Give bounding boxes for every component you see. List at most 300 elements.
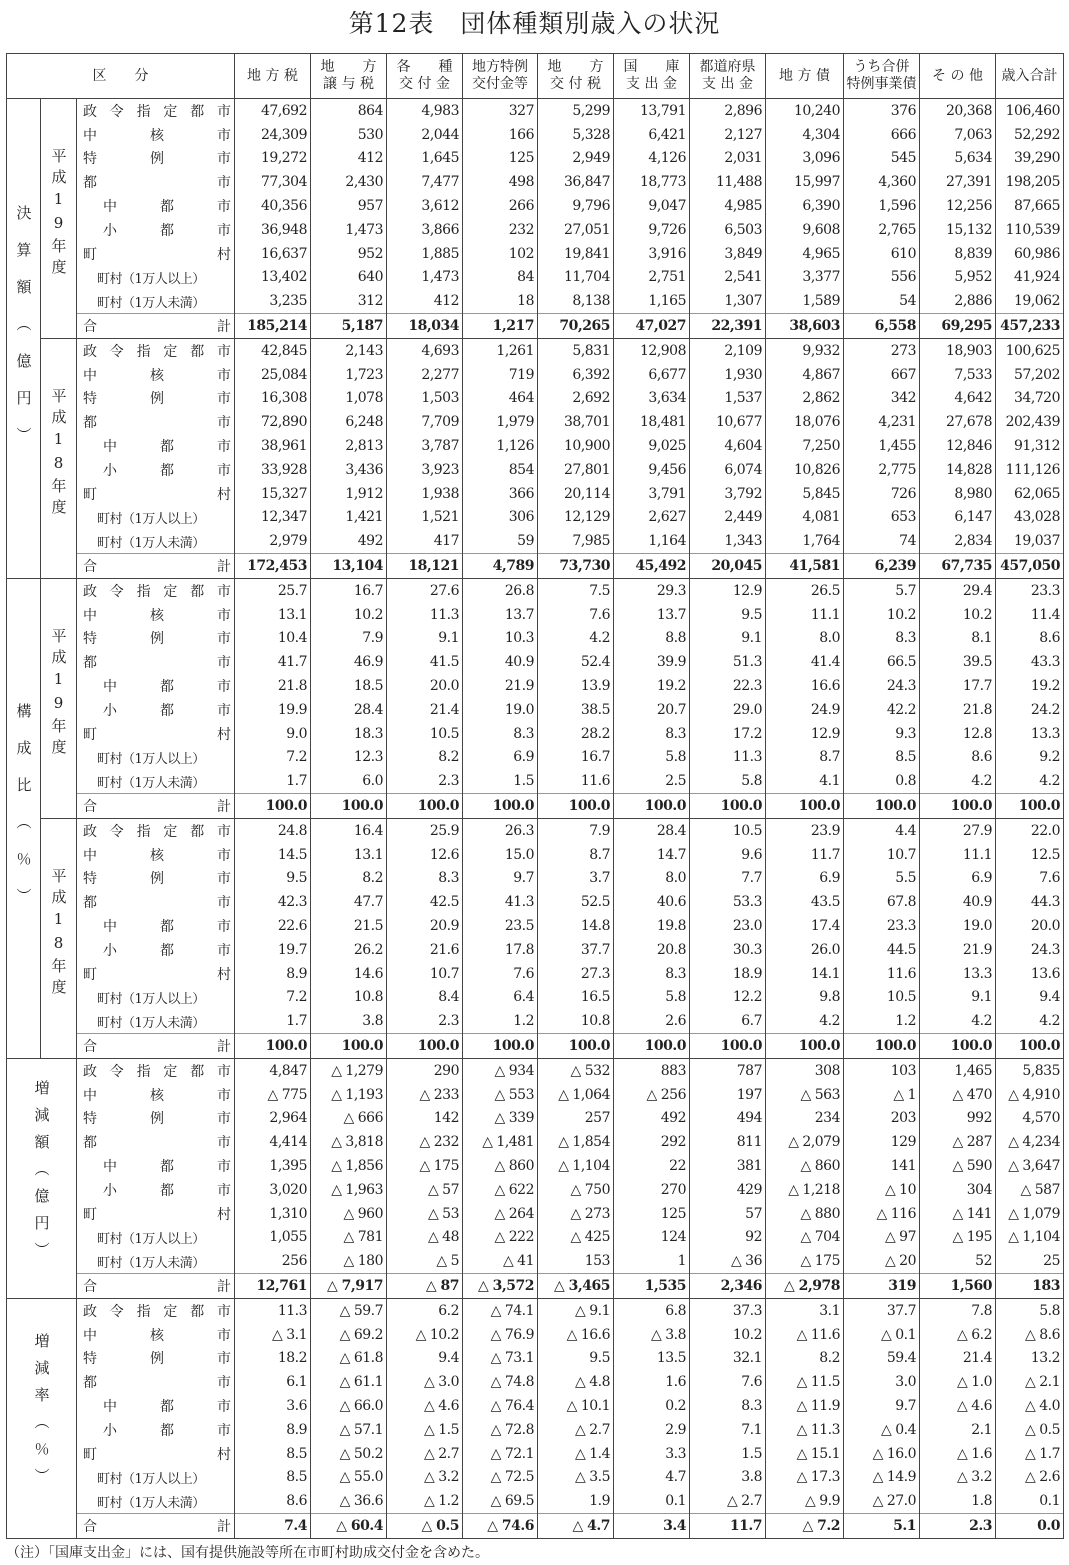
- table-row: [7, 698, 1064, 722]
- table-row: [7, 769, 1064, 793]
- table-cell: 73,730: [538, 554, 614, 579]
- table-cell: △ 11.6: [766, 1323, 844, 1347]
- table-row: [7, 938, 1064, 962]
- table-cell: 37.7: [844, 1298, 920, 1322]
- table-cell: 15,997: [766, 170, 844, 194]
- row-label: 合計: [77, 314, 235, 339]
- table-cell: 366: [463, 482, 538, 506]
- table-row: [7, 458, 1064, 482]
- table-cell: 100.0: [538, 794, 614, 819]
- table-cell: 4,570: [996, 1106, 1064, 1130]
- table-cell: 38,701: [538, 410, 614, 434]
- table-cell: 5.5: [844, 867, 920, 891]
- table-cell: 2,346: [690, 1274, 766, 1299]
- table-cell: 17.4: [766, 914, 844, 938]
- table-row: [7, 1418, 1064, 1442]
- table-cell: 16.4: [311, 818, 387, 842]
- table-cell: 100.0: [463, 794, 538, 819]
- table-cell: 10.5: [690, 818, 766, 842]
- column-header: 地方特例 交付金等: [463, 54, 538, 99]
- table-cell: 4,604: [690, 434, 766, 458]
- table-cell: 100.0: [387, 794, 463, 819]
- table-cell: 14.6: [311, 962, 387, 986]
- table-cell: △ 860: [766, 1154, 844, 1178]
- table-cell: 9.8: [766, 985, 844, 1009]
- table-cell: 0.0: [996, 1514, 1064, 1539]
- section-label: 増減率（％）: [7, 1298, 77, 1538]
- table-cell: 53.3: [690, 890, 766, 914]
- table-row: [7, 242, 1064, 266]
- table-row: [7, 1083, 1064, 1107]
- table-cell: △ 1,481: [463, 1130, 538, 1154]
- table-row: [7, 1130, 1064, 1154]
- table-cell: △ 76.4: [463, 1394, 538, 1418]
- table-cell: 100.0: [463, 1034, 538, 1059]
- table-cell: 1.8: [920, 1489, 996, 1513]
- year-label: 平成18年度: [41, 338, 77, 578]
- row-label: 政令指定都市: [77, 99, 235, 123]
- table-cell: 16.6: [766, 674, 844, 698]
- table-cell: 198,205: [996, 170, 1064, 194]
- section-label: 決算額（億円）: [7, 99, 41, 579]
- table-row: [7, 434, 1064, 458]
- table-cell: 6.2: [387, 1298, 463, 1322]
- row-label: 町村（1万人以上）: [77, 506, 235, 530]
- table-cell: 6,147: [920, 506, 996, 530]
- table-cell: 304: [920, 1178, 996, 1202]
- table-cell: △ 273: [538, 1202, 614, 1226]
- table-cell: 3,436: [311, 458, 387, 482]
- section-label: 構成比（％）: [7, 578, 41, 1058]
- table-cell: 66.5: [844, 650, 920, 674]
- table-cell: 457,050: [996, 554, 1064, 579]
- table-cell: 2,964: [235, 1106, 311, 1130]
- table-cell: 197: [690, 1083, 766, 1107]
- table-cell: 1,421: [311, 506, 387, 530]
- table-cell: △ 69.5: [463, 1489, 538, 1513]
- table-cell: 7,985: [538, 529, 614, 553]
- table-cell: 8.6: [996, 627, 1064, 651]
- total-row: [7, 1514, 1064, 1539]
- table-cell: 457,233: [996, 314, 1064, 339]
- table-cell: 10.2: [844, 603, 920, 627]
- column-header: 歳入合計: [996, 54, 1064, 99]
- table-cell: 19.0: [920, 914, 996, 938]
- table-cell: 26.2: [311, 938, 387, 962]
- table-cell: △ 2.6: [996, 1465, 1064, 1489]
- table-cell: 417: [387, 529, 463, 553]
- table-cell: 22.0: [996, 818, 1064, 842]
- table-cell: 40.9: [920, 890, 996, 914]
- table-cell: 23.0: [690, 914, 766, 938]
- table-cell: 5.8: [996, 1298, 1064, 1322]
- table-cell: 327: [463, 99, 538, 123]
- table-cell: △ 3,818: [311, 1130, 387, 1154]
- row-label: 町村（1万人以上）: [77, 1465, 235, 1489]
- table-cell: 100.0: [996, 1034, 1064, 1059]
- table-cell: 125: [463, 147, 538, 171]
- table-row: [7, 1009, 1064, 1033]
- table-cell: 292: [614, 1130, 690, 1154]
- table-cell: △ 1: [844, 1083, 920, 1107]
- table-cell: 100.0: [844, 794, 920, 819]
- table-cell: 16,637: [235, 242, 311, 266]
- table-cell: △ 4.8: [538, 1370, 614, 1394]
- table-cell: 7.6: [690, 1370, 766, 1394]
- table-cell: △ 587: [996, 1178, 1064, 1202]
- table-cell: 957: [311, 194, 387, 218]
- table-cell: 854: [463, 458, 538, 482]
- table-cell: 57,202: [996, 363, 1064, 387]
- table-cell: 4,867: [766, 363, 844, 387]
- table-cell: 11.3: [235, 1298, 311, 1322]
- table-cell: 1,126: [463, 434, 538, 458]
- table-cell: 27,801: [538, 458, 614, 482]
- table-cell: △ 1,079: [996, 1202, 1064, 1226]
- row-label: 町村（1万人未満）: [77, 289, 235, 313]
- table-cell: 26.5: [766, 578, 844, 602]
- column-header: 都道府県 支 出 金: [690, 54, 766, 99]
- table-cell: △ 1,104: [538, 1154, 614, 1178]
- table-cell: △ 3,647: [996, 1154, 1064, 1178]
- table-cell: △ 233: [387, 1083, 463, 1107]
- table-cell: △ 3,572: [463, 1274, 538, 1299]
- table-cell: 4,985: [690, 194, 766, 218]
- table-cell: 3,020: [235, 1178, 311, 1202]
- row-label: 町村（1万人未満）: [77, 1009, 235, 1033]
- row-label: 合計: [77, 794, 235, 819]
- table-cell: △ 141: [920, 1202, 996, 1226]
- table-cell: 2,449: [690, 506, 766, 530]
- table-cell: 28.2: [538, 722, 614, 746]
- table-cell: 6,558: [844, 314, 920, 339]
- table-cell: 124: [614, 1225, 690, 1249]
- table-cell: 9.5: [538, 1346, 614, 1370]
- table-cell: 59.4: [844, 1346, 920, 1370]
- table-cell: 6,248: [311, 410, 387, 434]
- table-cell: 3,849: [690, 242, 766, 266]
- row-label: 都市: [77, 170, 235, 194]
- table-row: [7, 843, 1064, 867]
- table-cell: 11.6: [844, 962, 920, 986]
- table-cell: 4,789: [463, 554, 538, 579]
- table-cell: 11.1: [766, 603, 844, 627]
- table-cell: △ 97: [844, 1225, 920, 1249]
- row-label: 政令指定都市: [77, 338, 235, 362]
- table-cell: △ 860: [463, 1154, 538, 1178]
- table-cell: 2.5: [614, 769, 690, 793]
- table-cell: 27,678: [920, 410, 996, 434]
- table-cell: △ 0.1: [844, 1323, 920, 1347]
- row-label: 中都市: [77, 914, 235, 938]
- table-cell: 100.0: [920, 794, 996, 819]
- table-row: [7, 746, 1064, 770]
- table-cell: 18,773: [614, 170, 690, 194]
- table-cell: △ 2.7: [690, 1489, 766, 1513]
- table-cell: △ 5: [387, 1249, 463, 1273]
- table-cell: 412: [387, 289, 463, 313]
- table-cell: 11.7: [766, 843, 844, 867]
- row-label: 小都市: [77, 218, 235, 242]
- table-cell: 27.6: [387, 578, 463, 602]
- table-cell: 172,453: [235, 554, 311, 579]
- table-cell: 1.7: [235, 1009, 311, 1033]
- table-cell: 29.4: [920, 578, 996, 602]
- table-cell: 811: [690, 1130, 766, 1154]
- table-cell: △ 287: [920, 1130, 996, 1154]
- table-cell: 9.6: [690, 843, 766, 867]
- table-cell: 24.8: [235, 818, 311, 842]
- table-cell: 9.5: [235, 867, 311, 891]
- table-cell: 24,309: [235, 123, 311, 147]
- table-cell: △ 222: [463, 1225, 538, 1249]
- table-cell: 11.4: [996, 603, 1064, 627]
- table-row: [7, 1394, 1064, 1418]
- table-cell: △ 1.4: [538, 1442, 614, 1466]
- table-cell: 5,634: [920, 147, 996, 171]
- table-cell: △ 74.1: [463, 1298, 538, 1322]
- table-cell: △ 1,193: [311, 1083, 387, 1107]
- row-label: 町村: [77, 482, 235, 506]
- table-cell: 17.2: [690, 722, 766, 746]
- table-cell: 41.3: [463, 890, 538, 914]
- table-cell: △ 666: [311, 1106, 387, 1130]
- table-cell: 1,343: [690, 529, 766, 553]
- table-cell: 312: [311, 289, 387, 313]
- table-cell: △ 11.5: [766, 1370, 844, 1394]
- table-cell: 100.0: [235, 1034, 311, 1059]
- table-cell: 1.9: [538, 1489, 614, 1513]
- table-cell: 67.8: [844, 890, 920, 914]
- row-label: 中都市: [77, 1394, 235, 1418]
- table-row: [7, 1442, 1064, 1466]
- table-cell: 2,430: [311, 170, 387, 194]
- table-cell: 25,084: [235, 363, 311, 387]
- table-cell: 1,930: [690, 363, 766, 387]
- table-cell: 41.5: [387, 650, 463, 674]
- table-cell: 14,828: [920, 458, 996, 482]
- table-cell: 2.6: [614, 1009, 690, 1033]
- table-cell: 20.9: [387, 914, 463, 938]
- row-label: 中核市: [77, 1323, 235, 1347]
- table-cell: 8.9: [235, 1418, 311, 1442]
- table-cell: 342: [844, 387, 920, 411]
- table-cell: △ 0.4: [844, 1418, 920, 1442]
- column-header: 地 方 税: [235, 54, 311, 99]
- table-cell: 12,761: [235, 1274, 311, 1299]
- row-label: 小都市: [77, 1418, 235, 1442]
- table-cell: 11.3: [387, 603, 463, 627]
- table-row: [7, 99, 1064, 123]
- table-cell: 13.7: [614, 603, 690, 627]
- row-label: 町村: [77, 722, 235, 746]
- column-header: そ の 他: [920, 54, 996, 99]
- table-row: [7, 482, 1064, 506]
- table-cell: 100.0: [538, 1034, 614, 1059]
- table-cell: 1,912: [311, 482, 387, 506]
- table-cell: 4,304: [766, 123, 844, 147]
- table-cell: 27.9: [920, 818, 996, 842]
- table-cell: 13.3: [920, 962, 996, 986]
- table-cell: 10.7: [844, 843, 920, 867]
- table-row: [7, 506, 1064, 530]
- table-cell: 100.0: [996, 794, 1064, 819]
- table-cell: 10.5: [844, 985, 920, 1009]
- table-cell: 2,127: [690, 123, 766, 147]
- table-cell: 20.7: [614, 698, 690, 722]
- table-cell: △ 3.5: [538, 1465, 614, 1489]
- table-cell: 7.6: [538, 603, 614, 627]
- table-row: [7, 1106, 1064, 1130]
- table-cell: 22: [614, 1154, 690, 1178]
- table-cell: 6.7: [690, 1009, 766, 1033]
- table-cell: 1.2: [463, 1009, 538, 1033]
- table-cell: 13,402: [235, 266, 311, 290]
- table-cell: 4.7: [614, 1465, 690, 1489]
- table-cell: 25: [996, 1249, 1064, 1273]
- table-cell: 12.5: [996, 843, 1064, 867]
- table-row: [7, 1298, 1064, 1322]
- table-cell: △ 16.6: [538, 1323, 614, 1347]
- table-cell: 5,835: [996, 1058, 1064, 1082]
- table-cell: 30.3: [690, 938, 766, 962]
- table-cell: 12,347: [235, 506, 311, 530]
- table-cell: 23.9: [766, 818, 844, 842]
- table-cell: 2,834: [920, 529, 996, 553]
- table-cell: 257: [538, 1106, 614, 1130]
- row-label: 合計: [77, 1034, 235, 1059]
- table-cell: 1,164: [614, 529, 690, 553]
- table-cell: 1.5: [690, 1442, 766, 1466]
- table-cell: 6.0: [311, 769, 387, 793]
- table-cell: 3,923: [387, 458, 463, 482]
- table-cell: 18,076: [766, 410, 844, 434]
- total-row: [7, 1274, 1064, 1299]
- table-cell: 5,187: [311, 314, 387, 339]
- table-cell: 100.0: [614, 1034, 690, 1059]
- row-label: 都市: [77, 890, 235, 914]
- table-cell: 9,932: [766, 338, 844, 362]
- table-cell: 9.1: [387, 627, 463, 651]
- table-cell: 8.8: [614, 627, 690, 651]
- section-label: 増減額（億円）: [7, 1058, 77, 1298]
- table-row: [7, 1249, 1064, 1273]
- table-row: [7, 1489, 1064, 1513]
- table-cell: 42.3: [235, 890, 311, 914]
- table-cell: 492: [614, 1106, 690, 1130]
- table-cell: 13.7: [463, 603, 538, 627]
- table-cell: 2,541: [690, 266, 766, 290]
- table-cell: 110,539: [996, 218, 1064, 242]
- table-cell: 12.9: [690, 578, 766, 602]
- table-cell: 290: [387, 1058, 463, 1082]
- table-cell: 7.1: [690, 1418, 766, 1442]
- table-cell: 28.4: [614, 818, 690, 842]
- table-cell: 100.0: [920, 1034, 996, 1059]
- year-label: 平成19年度: [41, 578, 77, 818]
- table-cell: 23.5: [463, 914, 538, 938]
- table-cell: 8.3: [387, 867, 463, 891]
- table-cell: △ 1.7: [996, 1442, 1064, 1466]
- table-cell: 12,129: [538, 506, 614, 530]
- table-cell: △ 425: [538, 1225, 614, 1249]
- table-cell: 26.0: [766, 938, 844, 962]
- table-cell: △ 73.1: [463, 1346, 538, 1370]
- table-cell: 16.5: [538, 985, 614, 1009]
- table-cell: △ 553: [463, 1083, 538, 1107]
- table-cell: 74: [844, 529, 920, 553]
- table-cell: 40,356: [235, 194, 311, 218]
- table-cell: 498: [463, 170, 538, 194]
- table-cell: 7.2: [235, 746, 311, 770]
- table-cell: 39.9: [614, 650, 690, 674]
- table-row: [7, 1058, 1064, 1082]
- table-cell: 381: [690, 1154, 766, 1178]
- column-header: 地 方 交 付 税: [538, 54, 614, 99]
- table-cell: 9.0: [235, 722, 311, 746]
- table-cell: 202,439: [996, 410, 1064, 434]
- table-cell: 141: [844, 1154, 920, 1178]
- table-cell: 494: [690, 1106, 766, 1130]
- table-cell: 1,261: [463, 338, 538, 362]
- table-cell: 1,521: [387, 506, 463, 530]
- table-cell: 5.8: [690, 769, 766, 793]
- table-cell: △ 1,854: [538, 1130, 614, 1154]
- table-cell: 39.5: [920, 650, 996, 674]
- table-cell: 8.2: [387, 746, 463, 770]
- table-cell: 18,034: [387, 314, 463, 339]
- table-cell: 19.0: [463, 698, 538, 722]
- table-cell: 429: [690, 1178, 766, 1202]
- table-cell: 87,665: [996, 194, 1064, 218]
- column-header: 地 方 債: [766, 54, 844, 99]
- row-label: 町村（1万人未満）: [77, 1489, 235, 1513]
- table-cell: 19.2: [614, 674, 690, 698]
- table-cell: 185,214: [235, 314, 311, 339]
- table-cell: 24.3: [844, 674, 920, 698]
- table-cell: 8.5: [235, 1465, 311, 1489]
- total-row: [7, 794, 1064, 819]
- table-cell: 4,847: [235, 1058, 311, 1082]
- table-row: [7, 818, 1064, 842]
- table-row: [7, 1323, 1064, 1347]
- table-row: [7, 1154, 1064, 1178]
- table-cell: 52,292: [996, 123, 1064, 147]
- table-cell: 5,831: [538, 338, 614, 362]
- table-cell: △ 27.0: [844, 1489, 920, 1513]
- table-cell: 7.7: [690, 867, 766, 891]
- table-cell: 11,704: [538, 266, 614, 290]
- table-cell: 100,625: [996, 338, 1064, 362]
- table-row: [7, 650, 1064, 674]
- table-row: [7, 218, 1064, 242]
- table-cell: △ 60.4: [311, 1514, 387, 1539]
- table-cell: 36,948: [235, 218, 311, 242]
- table-cell: 3,792: [690, 482, 766, 506]
- table-cell: 719: [463, 363, 538, 387]
- table-cell: 42.5: [387, 890, 463, 914]
- table-cell: 103: [844, 1058, 920, 1082]
- table-cell: 100.0: [311, 794, 387, 819]
- table-cell: 8.0: [614, 867, 690, 891]
- table-cell: 25.9: [387, 818, 463, 842]
- table-cell: 33,928: [235, 458, 311, 482]
- table-row: [7, 1370, 1064, 1394]
- table-cell: 52: [920, 1249, 996, 1273]
- table-cell: △ 15.1: [766, 1442, 844, 1466]
- row-label: 特例市: [77, 147, 235, 171]
- table-cell: △ 0.5: [996, 1418, 1064, 1442]
